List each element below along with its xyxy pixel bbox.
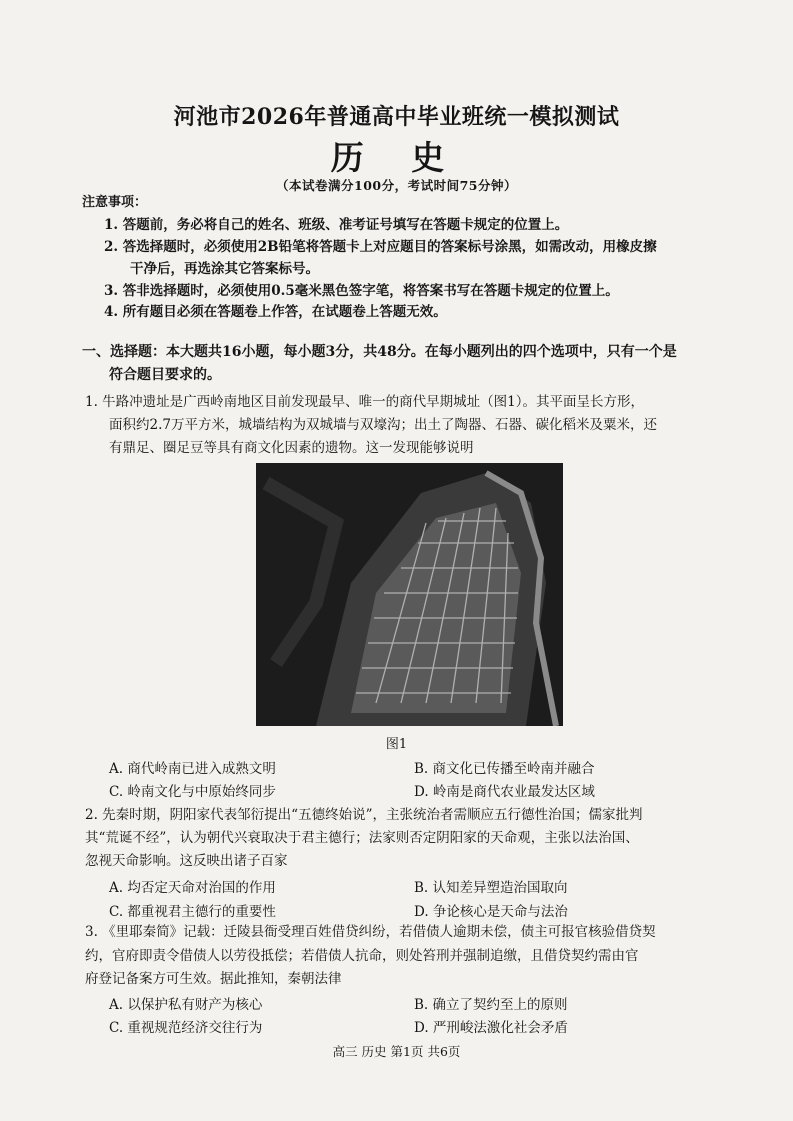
figure-caption: 图1 [385, 737, 408, 752]
notice-item-1: 1. 答题前，务必将自己的姓名、班级、准考证号填写在答题卡规定的位置上。 [104, 217, 569, 233]
site-aerial-photo [256, 463, 563, 726]
q1-option-b: B. 商文化已传播至岭南并融合 [414, 761, 595, 777]
q2-option-c: C. 都重视君主德行的重要性 [109, 904, 276, 920]
q3-option-a: A. 以保护私有财产为核心 [109, 997, 263, 1013]
exam-title: 河池市2026年普通高中毕业班统一模拟测试 [173, 104, 620, 130]
q1-option-c: C. 岭南文化与中原始终同步 [109, 784, 276, 800]
q3-option-c: C. 重视规范经济交往行为 [109, 1020, 263, 1036]
page-footer: 高三 历史 第1页 共6页 [332, 1044, 461, 1059]
q1-stem-line-3: 有鼎足、圈足豆等具有商文化因素的遗物。这一发现能够说明 [109, 440, 474, 456]
notice-item-4: 4. 所有题目必须在答题卷上作答，在试题卷上答题无效。 [104, 304, 447, 320]
q2-option-a: A. 均否定天命对治国的作用 [109, 880, 276, 896]
q2-option-d: D. 争论核心是天命与法治 [414, 904, 568, 920]
notice-item-3: 3. 答非选择题时，必须使用0.5毫米黑色签字笔，将答案书写在答题卡规定的位置上。 [104, 283, 619, 299]
q1-option-d: D. 岭南是商代农业最发达区域 [414, 784, 595, 800]
q2-stem-line-1: 2. 先秦时期，阴阳家代表邹衍提出“五德终始说”，主张统治者需顺应五行德性治国；儒家批判 [85, 807, 643, 823]
q3-stem-line-3: 府登记备案方可生效。据此推知，秦朝法律 [85, 971, 342, 987]
q3-option-b: B. 确立了契约至上的原则 [414, 997, 568, 1013]
section-heading: 一、选择题：本大题共16小题，每小题3分，共48分。在每小题列出的四个选项中，只有一个是 [82, 344, 677, 360]
section-heading-cont: 符合题目要求的。 [109, 367, 221, 383]
q1-option-a: A. 商代岭南已进入成熟文明 [109, 761, 276, 777]
excavation-grid-image [256, 463, 563, 726]
q3-stem-line-2: 约，官府即责令借债人以劳役抵偿；若借债人抗命，则处笞刑并强制追缴，且借贷契约需由官 [85, 948, 639, 964]
q3-option-d: D. 严刑峻法激化社会矛盾 [414, 1020, 568, 1036]
notice-heading: 注意事项： [82, 195, 148, 210]
subject-title: 历 史 [330, 138, 463, 177]
notice-item-2-cont: 干净后，再选涂其它答案标号。 [130, 261, 319, 277]
q1-stem-line-1: 1. 牛路冲遗址是广西岭南地区目前发现最早、唯一的商代早期城址（图1）。其平面呈长方形， [85, 394, 645, 410]
notice-item-2: 2. 答选择题时，必须使用2B铅笔将答题卡上对应题目的答案标号涂黑，如需改动，用橡皮擦 [104, 239, 657, 255]
q2-option-b: B. 认知差异塑造治国取向 [414, 880, 568, 896]
exam-info: （本试卷满分100分，考试时间75分钟） [276, 178, 517, 193]
q1-stem-line-2: 面积约2.7万平方米，城墙结构为双城墙与双壕沟；出土了陶器、石器、碳化稻米及粟米，还 [109, 417, 657, 433]
q3-stem-line-1: 3. 《里耶秦简》记载：迁陵县衙受理百姓借贷纠纷，若借债人逾期未偿，债主可报官核验借贷契 [85, 924, 656, 940]
q2-stem-line-2: 其“荒诞不经”，认为朝代兴衰取决于君主德行；法家则否定阴阳家的天命观，主张以法治国、 [85, 830, 639, 846]
q2-stem-line-3: 忽视天命影响。这反映出诸子百家 [85, 853, 288, 869]
